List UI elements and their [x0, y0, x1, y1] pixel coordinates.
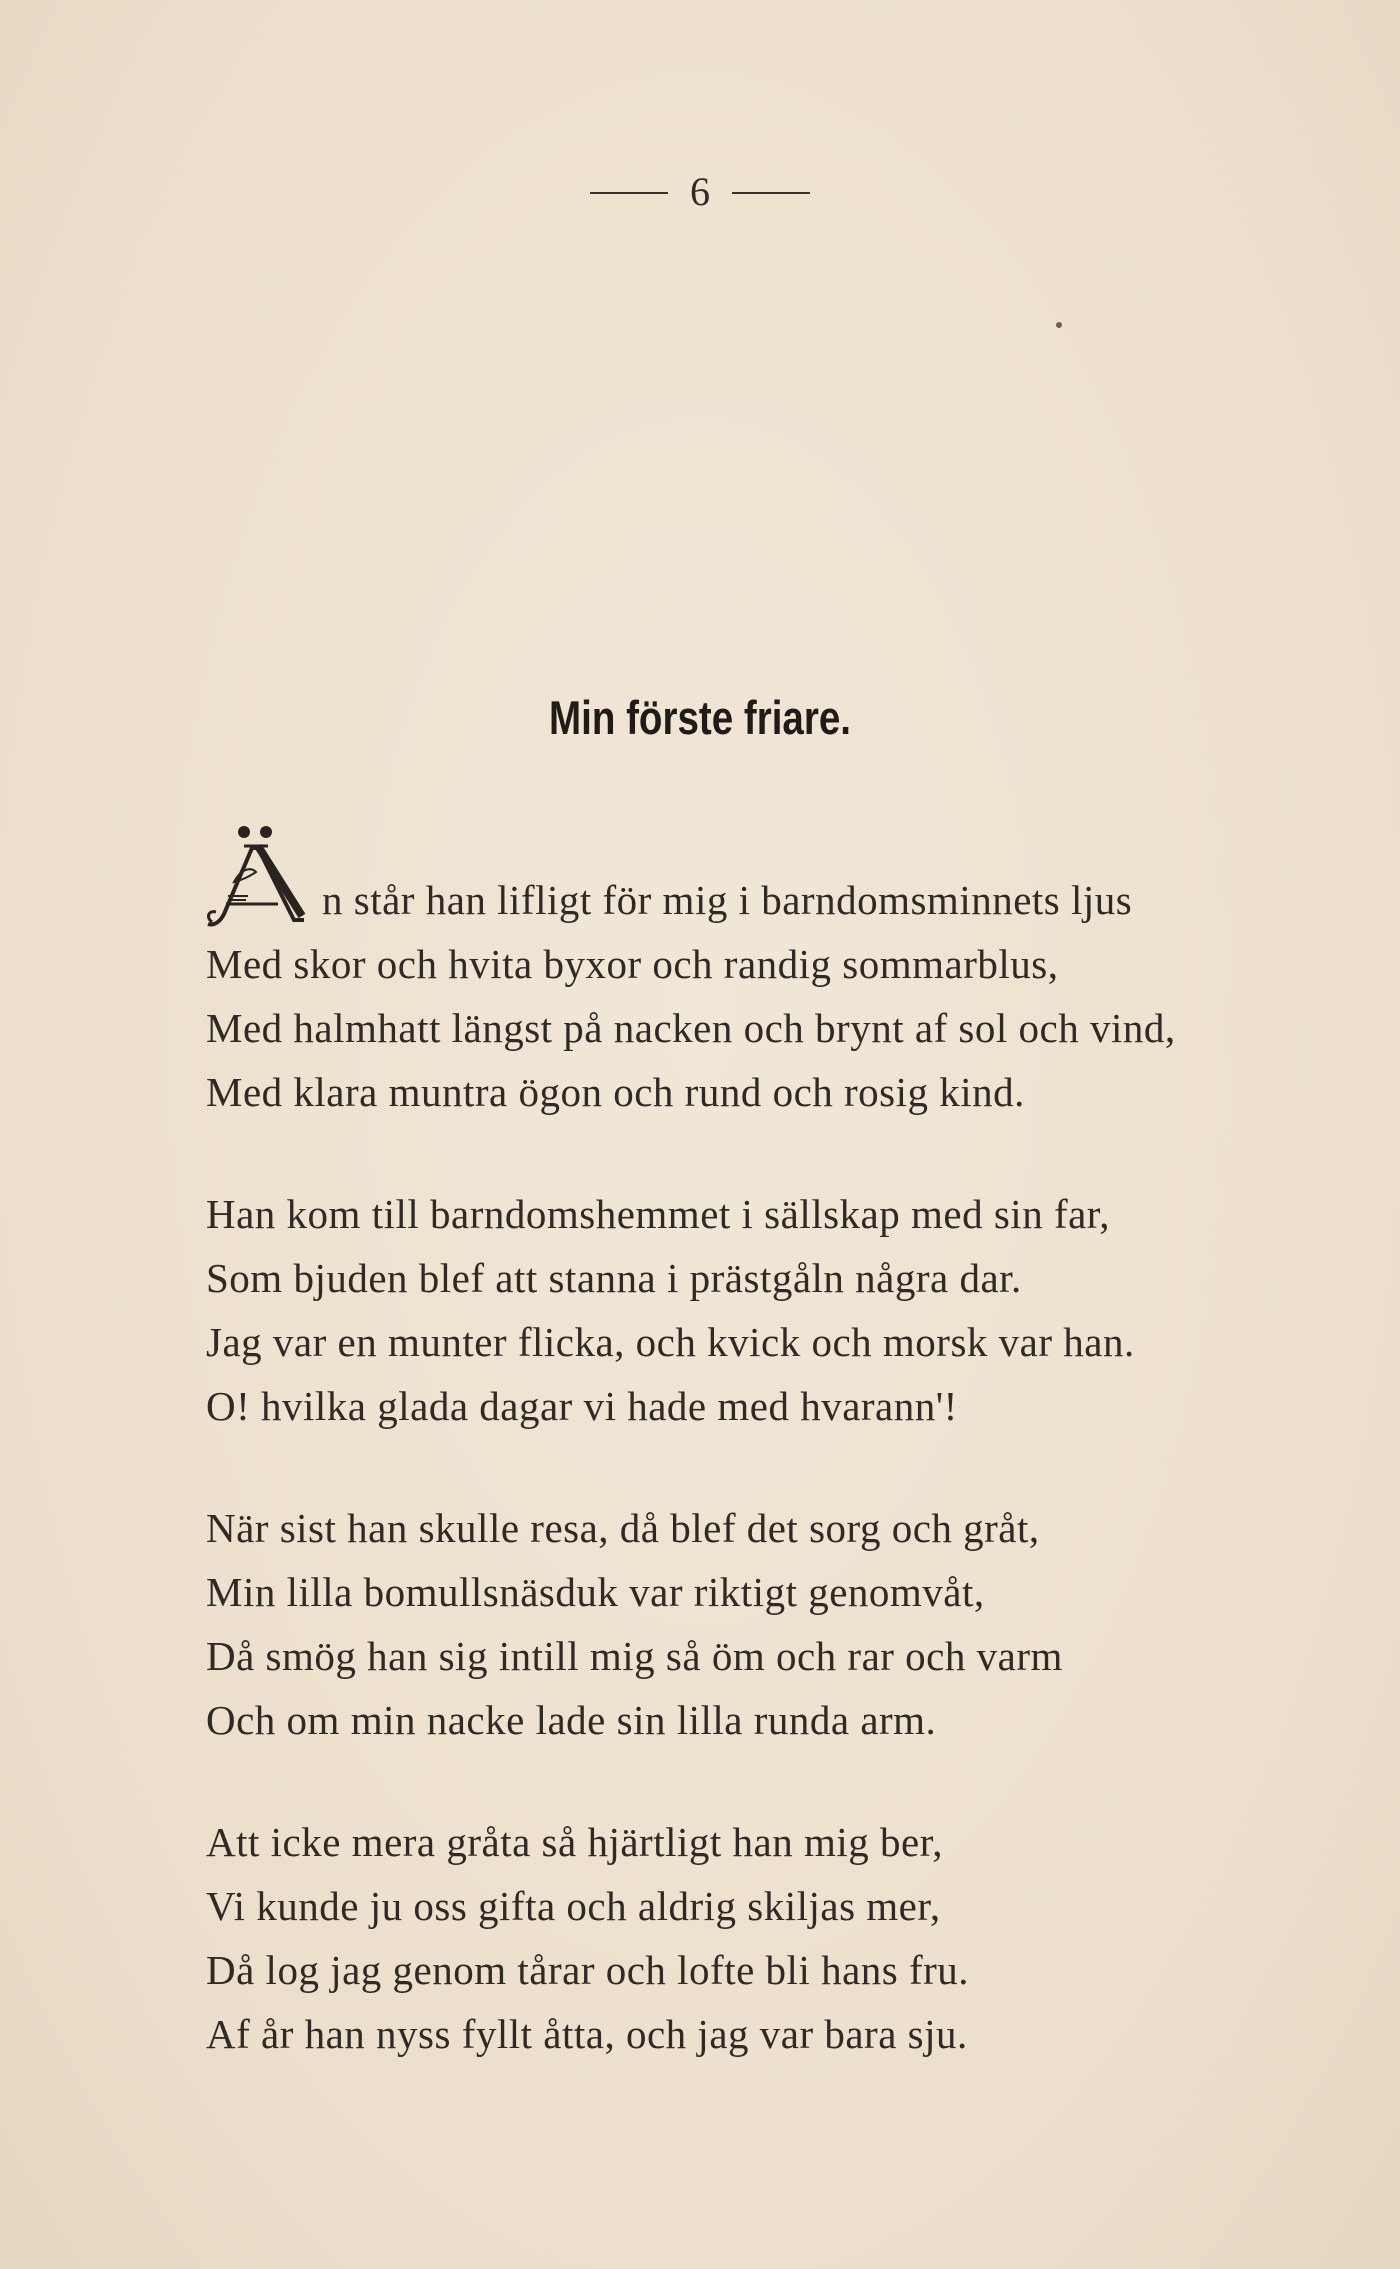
poem-line: Af år han nyss fyllt åtta, och jag var bara sju.	[206, 2011, 968, 2057]
poem-line: Jag var en munter flicka, och kvick och morsk var han.	[206, 1319, 1135, 1365]
poem-line	[206, 868, 1336, 932]
poem-title: Min förste friare.	[549, 691, 851, 744]
poem-line-text: n står han lifligt för mig i barndomsminnets ljus	[322, 877, 1133, 923]
poem-line: Som bjuden blef att stanna i prästgåln några dar.	[206, 1255, 1022, 1301]
stanza-4	[206, 1810, 1336, 2066]
stanza-2	[206, 1182, 1336, 1438]
stanza-3	[206, 1496, 1336, 1752]
poem-line: Vi kunde ju oss gifta och aldrig skiljas mer,	[206, 1883, 941, 1929]
poem-line: Min lilla bomullsnäsduk var riktigt genomvåt,	[206, 1569, 985, 1615]
poem-line: Då log jag genom tårar och lofte bli hans fru.	[206, 1947, 970, 1993]
poem-body	[206, 868, 1336, 2124]
poem-line: Med skor och hvita byxor och randig sommarblus,	[206, 941, 1059, 987]
header-rule-right	[732, 192, 810, 194]
poem-line: När sist han skulle resa, då blef det sorg och gråt,	[206, 1505, 1040, 1551]
poem-line: Då smög han sig intill mig så öm och rar och varm	[206, 1633, 1063, 1679]
poem-line: Med klara muntra ögon och rund och rosig kind.	[206, 1069, 1025, 1115]
poem-line: O! hvilka glada dagar vi hade med hvarann'!	[206, 1383, 958, 1429]
poem-line: Med halmhatt längst på nacken och brynt af sol och vind,	[206, 1005, 1176, 1051]
header-rule-left	[590, 192, 668, 194]
page-header	[0, 169, 1400, 214]
print-speck	[1056, 322, 1062, 328]
poem-line: Han kom till barndomshemmet i sällskap med sin far,	[206, 1191, 1111, 1237]
poem-line: Att icke mera gråta så hjärtligt han mig ber,	[206, 1819, 943, 1865]
stanza-1	[206, 868, 1336, 1124]
page-number: 6	[690, 169, 710, 214]
decorative-drop-cap	[200, 868, 318, 932]
poem-line: Och om min nacke lade sin lilla runda arm.	[206, 1697, 937, 1743]
drop-cap-ornament-icon	[200, 822, 318, 932]
